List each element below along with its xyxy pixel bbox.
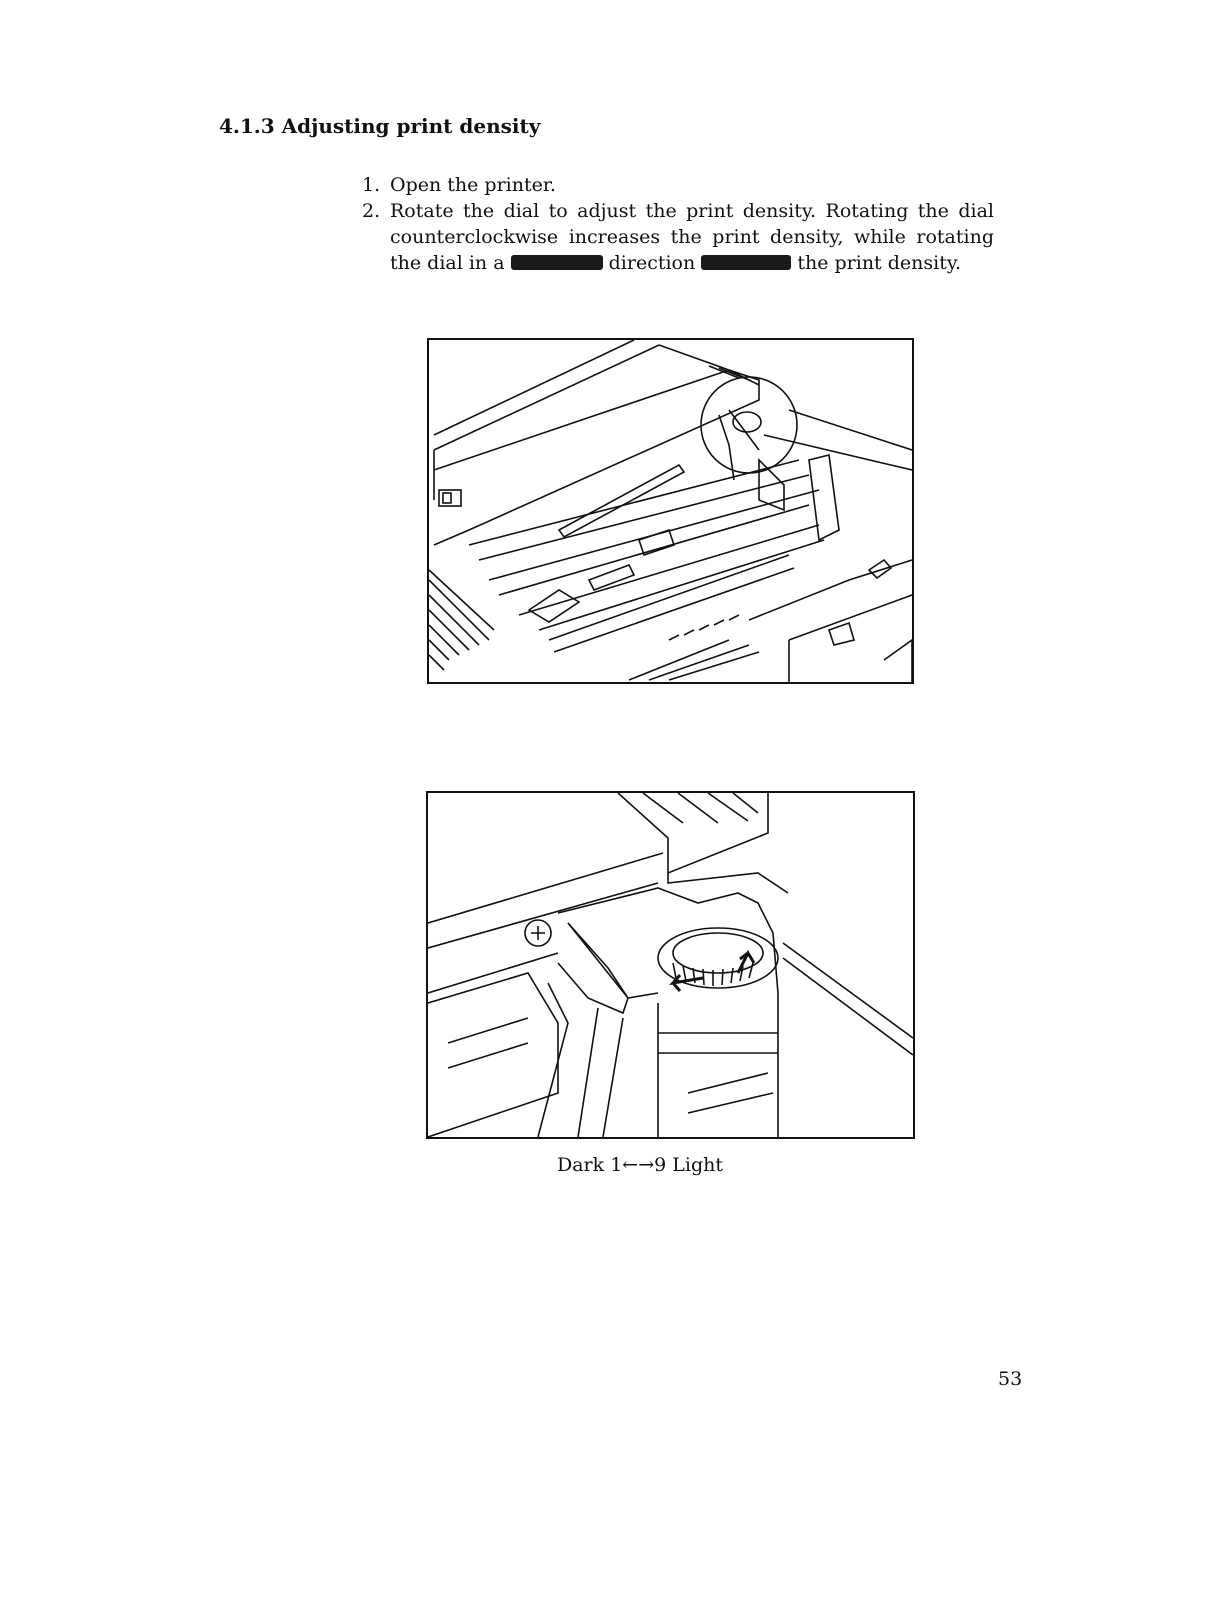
step-text bbox=[390, 198, 994, 276]
printer-open-illustration bbox=[427, 338, 914, 684]
step-item bbox=[362, 172, 994, 198]
redaction-mark bbox=[701, 255, 791, 270]
step-text-fragment: in a bbox=[468, 252, 505, 274]
step-number: 1. bbox=[362, 174, 381, 196]
step-number: 2. bbox=[362, 200, 381, 222]
step-text-fragment: direction bbox=[608, 252, 696, 274]
step-text-fragment: the print density. bbox=[797, 252, 962, 274]
redaction-mark bbox=[511, 255, 603, 270]
instruction-steps bbox=[362, 172, 994, 276]
density-dial-illustration bbox=[426, 791, 915, 1139]
section-heading: 4.1.3 Adjusting print density bbox=[219, 114, 541, 138]
figure-caption: Dark 1←→9 Light bbox=[557, 1154, 723, 1176]
step-text: Open the printer. bbox=[390, 174, 556, 196]
step-text-line: Rotate the dial to adjust the print density. Rotating the dial counterclockwise increases the print density, while rotating the dial bbox=[390, 200, 994, 274]
page-number: 53 bbox=[998, 1368, 1023, 1390]
step-item bbox=[362, 198, 994, 276]
